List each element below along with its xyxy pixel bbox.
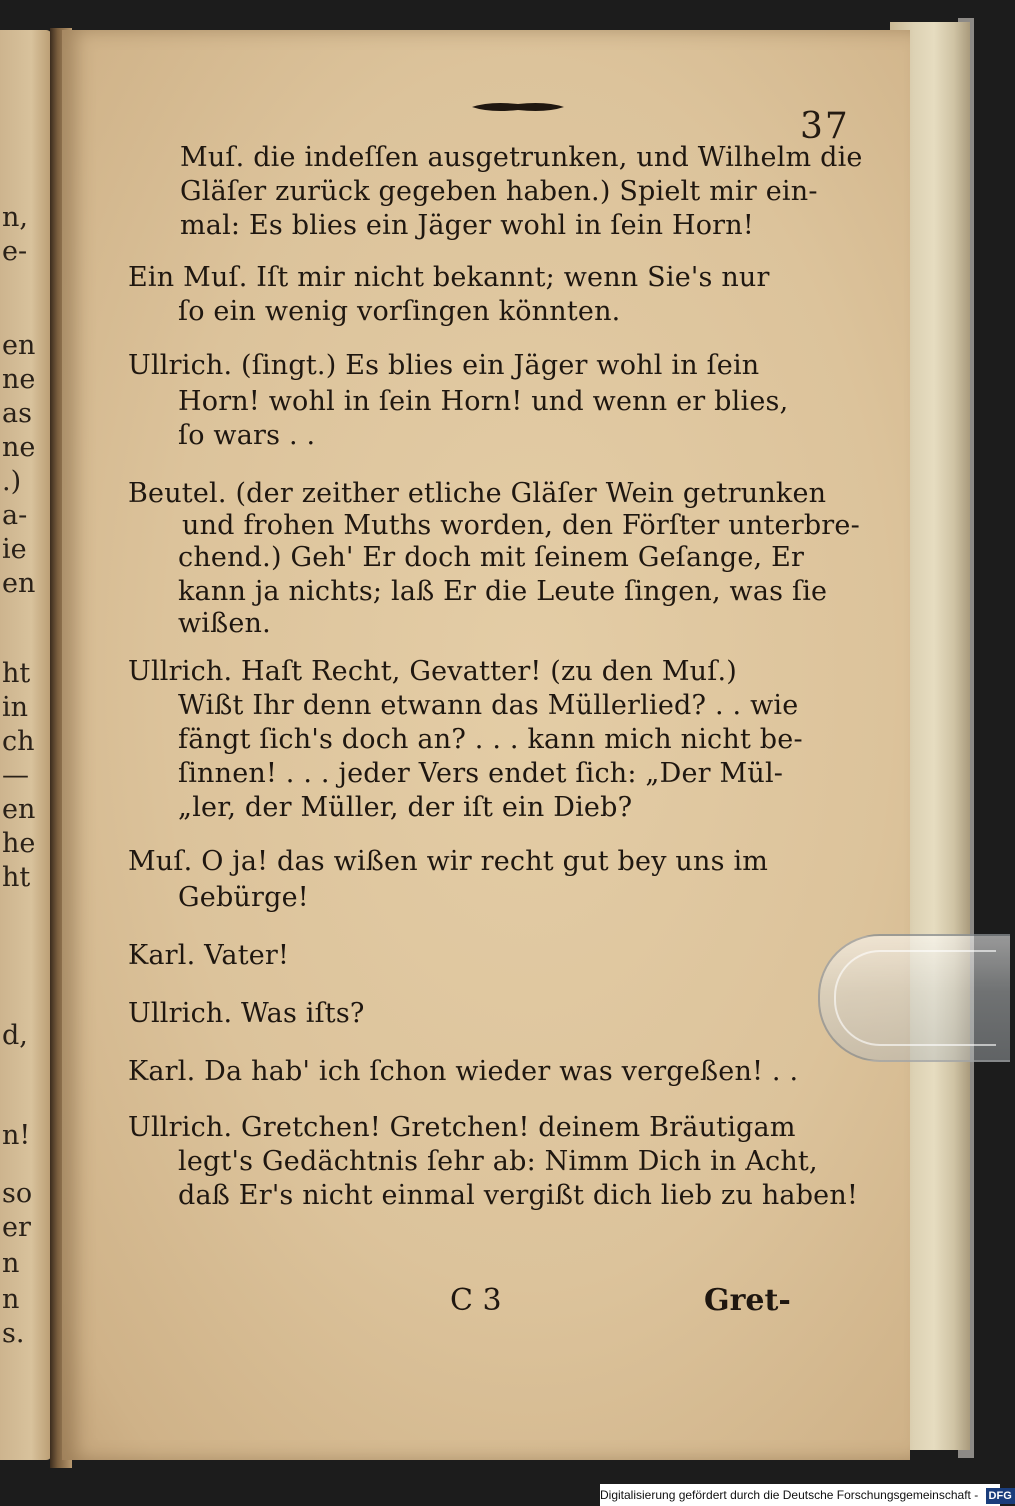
text-line: ſo wars . .	[178, 420, 316, 451]
left-fragment: he	[2, 828, 36, 859]
catchword: Gret-	[704, 1283, 791, 1318]
text-line: Muſ. O ja! das wißen wir recht gut bey uns im	[128, 846, 769, 877]
left-fragment: as	[2, 398, 32, 429]
left-fragment: —	[2, 760, 29, 791]
left-fragment: .)	[2, 466, 22, 497]
text-line: Ullrich. Haſt Recht, Gevatter! (zu den Muſ.)	[128, 656, 737, 687]
text-line: und frohen Muths worden, den Förſter unterbre-	[182, 510, 860, 541]
text-line: Karl. Da hab' ich ſchon wieder was vergeßen! . .	[128, 1056, 799, 1087]
credit-text: Digitalisierung gefördert durch die Deutsche Forschungsgemeinschaft -	[600, 1488, 979, 1502]
left-fragment: n	[2, 1248, 20, 1279]
dfg-logo-icon: DFG	[986, 1488, 1015, 1504]
text-line: Gebürge!	[178, 882, 309, 913]
left-fragment: ne	[2, 432, 36, 463]
left-fragment: ie	[2, 534, 27, 565]
text-line: Ullrich. (ſingt.) Es blies ein Jäger wohl in ſein	[128, 350, 760, 381]
book-page	[62, 30, 910, 1460]
text-line: Muſ. die indeſſen ausgetrunken, und Wilhelm die	[180, 142, 863, 173]
previous-page-fragment	[0, 30, 52, 1460]
digitization-credit	[600, 1484, 1012, 1506]
left-fragment: ht	[2, 862, 31, 893]
left-fragment: e-	[2, 236, 28, 267]
text-line: chend.) Geh' Er doch mit ſeinem Geſange, Er	[178, 542, 805, 573]
text-line: ſo ein wenig vorſingen könnten.	[178, 296, 621, 327]
left-fragment: so	[2, 1178, 33, 1209]
text-line: Wißt Ihr denn etwann das Müllerlied? . . wie	[178, 690, 799, 721]
left-fragment: ne	[2, 364, 36, 395]
text-line: Ullrich. Gretchen! Gretchen! deinem Bräutigam	[128, 1112, 796, 1143]
page-number: 37	[800, 106, 850, 147]
left-fragment: er	[2, 1212, 31, 1243]
text-line: Horn! wohl in ſein Horn! und wenn er blies,	[178, 386, 789, 417]
page-clip-icon	[818, 934, 1010, 1062]
text-line: ſinnen! . . . jeder Vers endet ſich: „Der Mül-	[178, 758, 784, 789]
text-line: „ler, der Müller, der iſt ein Dieb?	[178, 792, 633, 823]
left-fragment: en	[2, 794, 36, 825]
left-fragment: a-	[2, 500, 28, 531]
left-fragment: ch	[2, 726, 35, 757]
left-fragment: en	[2, 330, 36, 361]
text-line: kann ja nichts; laß Er die Leute ſingen, was ſie	[178, 576, 828, 607]
text-line: Beutel. (der zeither etliche Gläſer Wein getrunken	[128, 478, 827, 509]
left-fragment: n!	[2, 1120, 31, 1151]
ornament-rule-icon	[470, 100, 566, 114]
left-fragment: ht	[2, 658, 31, 689]
text-line: daß Er's nicht einmal vergißt dich lieb zu haben!	[178, 1180, 859, 1211]
text-line: Ullrich. Was iſts?	[128, 998, 365, 1029]
left-fragment: d,	[2, 1020, 28, 1051]
left-fragment: in	[2, 692, 29, 723]
text-line: Ein Muſ. Iſt mir nicht bekannt; wenn Sie's nur	[128, 262, 770, 293]
text-line: wißen.	[178, 608, 271, 639]
left-fragment: en	[2, 568, 36, 599]
text-line: Karl. Vater!	[128, 940, 290, 971]
printer-signature: C 3	[450, 1283, 502, 1318]
left-fragment: s.	[2, 1318, 25, 1349]
text-line: fängt ſich's doch an? . . . kann mich nicht be-	[178, 724, 803, 755]
left-fragment: n,	[2, 202, 28, 233]
text-line: legt's Gedächtnis ſehr ab: Nimm Dich in Acht,	[178, 1146, 818, 1177]
text-line: Gläſer zurück gegeben haben.) Spielt mir ein-	[180, 176, 818, 207]
text-line: mal: Es blies ein Jäger wohl in ſein Horn!	[180, 210, 754, 241]
clip-highlight	[834, 950, 996, 1046]
left-fragment: n	[2, 1284, 20, 1315]
